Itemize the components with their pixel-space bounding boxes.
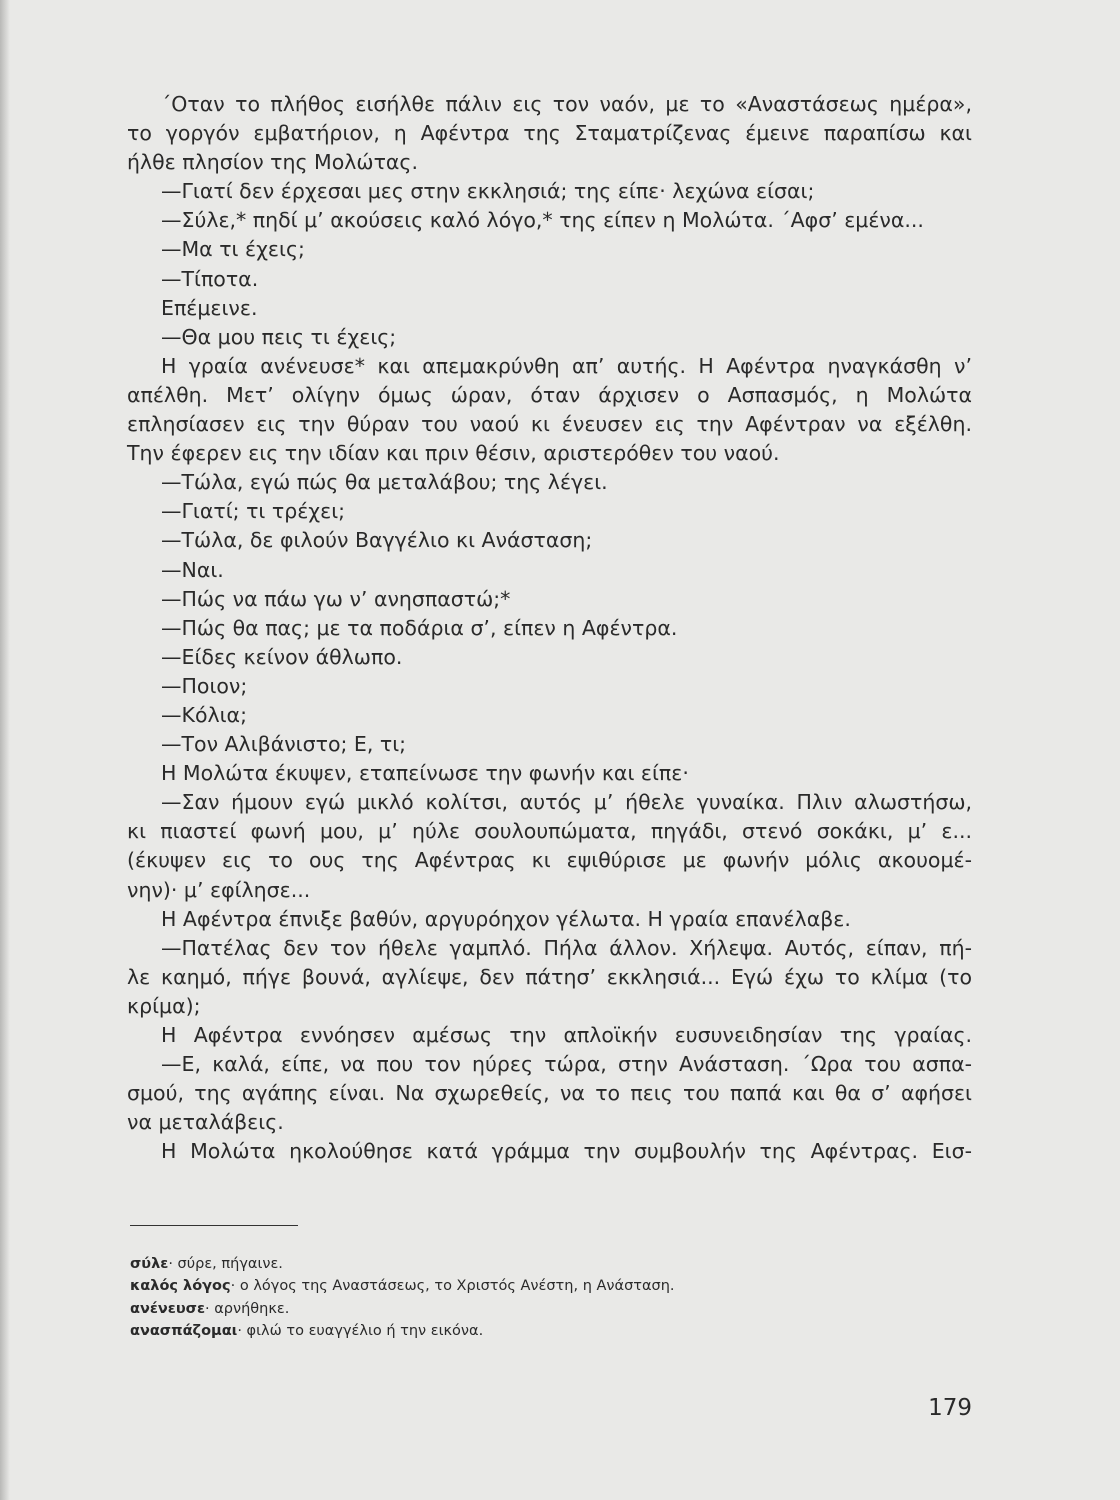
text-line: Η Αφέντρα εννόησεν αμέσως την απλοϊκήν ευσυνειδησίαν της γραίας.: [161, 1023, 972, 1047]
footnote-term: καλός λόγος: [130, 1278, 231, 1295]
text-line: λε καημό, πήγε βουνά, αγλίεψε, δεν πάτησ’ εκκλησιά... Εγώ έχω το κλίμα (το: [127, 964, 972, 989]
footnote: [130, 1320, 970, 1342]
text-line: —Τώλα, δε φιλούν Βαγγέλιο κι Ανάσταση;: [161, 528, 593, 553]
text-line: το γοργόν εμβατήριον, η Αφέντρα της Σταματρίζενας έμεινε παραπίσω και: [127, 121, 972, 146]
text-line: Η Μολώτα ηκολούθησε κατά γράμμα την συμβουλήν της Αφέντρας. Εισ-: [161, 1139, 972, 1164]
footnote: [130, 1298, 970, 1320]
text-line: —Κόλια;: [161, 702, 247, 727]
text-line: (έκυψεν εις το ους της Αφέντρας κι εψιθύρισε με φωνήν μόλις ακουομέ-: [127, 848, 972, 873]
footnote-term: ανένευσε: [130, 1300, 206, 1317]
text-line: να μεταλάβεις.: [127, 1110, 284, 1135]
text-line: —Πώς να πάω γω ν’ ανησπαστώ;*: [161, 586, 511, 611]
text-line: —Ε, καλά, είπε, να που τον ηύρες τώρα, στην Ανάσταση. ΄Ωρα του ασπα-: [161, 1052, 972, 1077]
body-text: [127, 90, 972, 1166]
footnote-definition: · αρνήθηκε.: [205, 1300, 290, 1317]
footnote-definition: · φιλώ το ευαγγέλιο ή την εικόνα.: [237, 1322, 484, 1339]
text-line: —Είδες κείνον άθλωπο.: [161, 644, 403, 669]
page-number: 179: [928, 1395, 972, 1421]
text-line: Επέμεινε.: [161, 295, 258, 320]
text-line: —Σύλε,* πηδί μ’ ακούσεις καλό λόγο,* της είπεν η Μολώτα. ΄Αφσ’ εμένα...: [161, 208, 924, 233]
text-line: ΄Οταν το πλήθος εισήλθε πάλιν εις τον ναόν, με το «Αναστάσεως ημέρα»,: [161, 92, 972, 116]
text-line: —Μα τι έχεις;: [161, 237, 305, 262]
text-line: —Τίποτα.: [161, 266, 259, 291]
footnote-definition: · ο λόγος της Αναστάσεως, το Χριστός Ανέστη, η Ανάσταση.: [230, 1278, 675, 1295]
text-line: κρίμα);: [127, 993, 201, 1018]
footnote: [130, 1275, 970, 1297]
text-line: —Θα μου πεις τι έχεις;: [161, 324, 397, 349]
text-line: —Σαν ήμουν εγώ μικλό κολίτσι, αυτός μ’ ήθελε γυναίκα. Πλιν αλωστήσω,: [161, 790, 972, 815]
text-line: Την έφερεν εις την ιδίαν και πριν θέσιν, αριστερόθεν του ναού.: [127, 441, 780, 466]
text-line: απέλθη. Μετ’ ολίγην όμως ώραν, όταν άρχισεν ο Ασπασμός, η Μολώτα: [127, 382, 972, 407]
footnote-rule: [130, 1225, 298, 1226]
text-line: —Πώς θα πας; με τα ποδάρια σ’, είπεν η Αφέντρα.: [161, 615, 678, 640]
footnote-term: σύλε: [130, 1256, 169, 1272]
footnote: [130, 1253, 970, 1275]
text-line: Η γραία ανένευσε* και απεμακρύνθη απ’ αυτής. Η Αφέντρα ηναγκάσθη ν’: [161, 353, 972, 378]
footnote-definition: · σύρε, πήγαινε.: [168, 1256, 283, 1272]
text-line: επλησίασεν εις την θύραν του ναού κι ένευσεν εις την Αφέντραν να εξέλθη.: [127, 412, 972, 437]
text-line: —Τον Αλιβάνιστο; Ε, τι;: [161, 732, 407, 757]
text-line: νην)· μ’ εφίλησε...: [127, 877, 311, 902]
text-line: —Γιατί; τι τρέχει;: [161, 499, 346, 524]
text-line: —Τώλα, εγώ πώς θα μεταλάβου; της λέγει.: [161, 470, 608, 495]
text-line: ήλθε πλησίον της Μολώτας.: [127, 150, 418, 175]
text-line: σμού, της αγάπης είναι. Να σχωρεθείς, να το πεις του παπά και θα σ’ αφήσει: [127, 1081, 972, 1106]
text-line: Η Αφέντρα έπνιξε βαθύν, αργυρόηχον γέλωτα. Η γραία επανέλαβε.: [161, 906, 851, 931]
text-line: —Ναι.: [161, 557, 224, 582]
text-line: —Πατέλας δεν τον ήθελε γαμπλό. Πήλα άλλον. Χήλεψα. Αυτός, είπαν, πή-: [161, 935, 972, 960]
footnotes: [130, 1253, 970, 1342]
text-line: —Ποιον;: [161, 673, 248, 698]
text-line: —Γιατί δεν έρχεσαι μες στην εκκλησιά; της είπε· λεχώνα είσαι;: [161, 179, 815, 204]
binding-shadow: [0, 0, 10, 1500]
text-line: Η Μολώτα έκυψεν, εταπείνωσε την φωνήν και είπε·: [161, 761, 689, 786]
footnote-term: ανασπάζομαι: [130, 1322, 238, 1339]
text-line: κι πιαστεί φωνή μου, μ’ ηύλε σουλουπώματα, πηγάδι, στενό σοκάκι, μ’ ε...: [127, 819, 972, 844]
